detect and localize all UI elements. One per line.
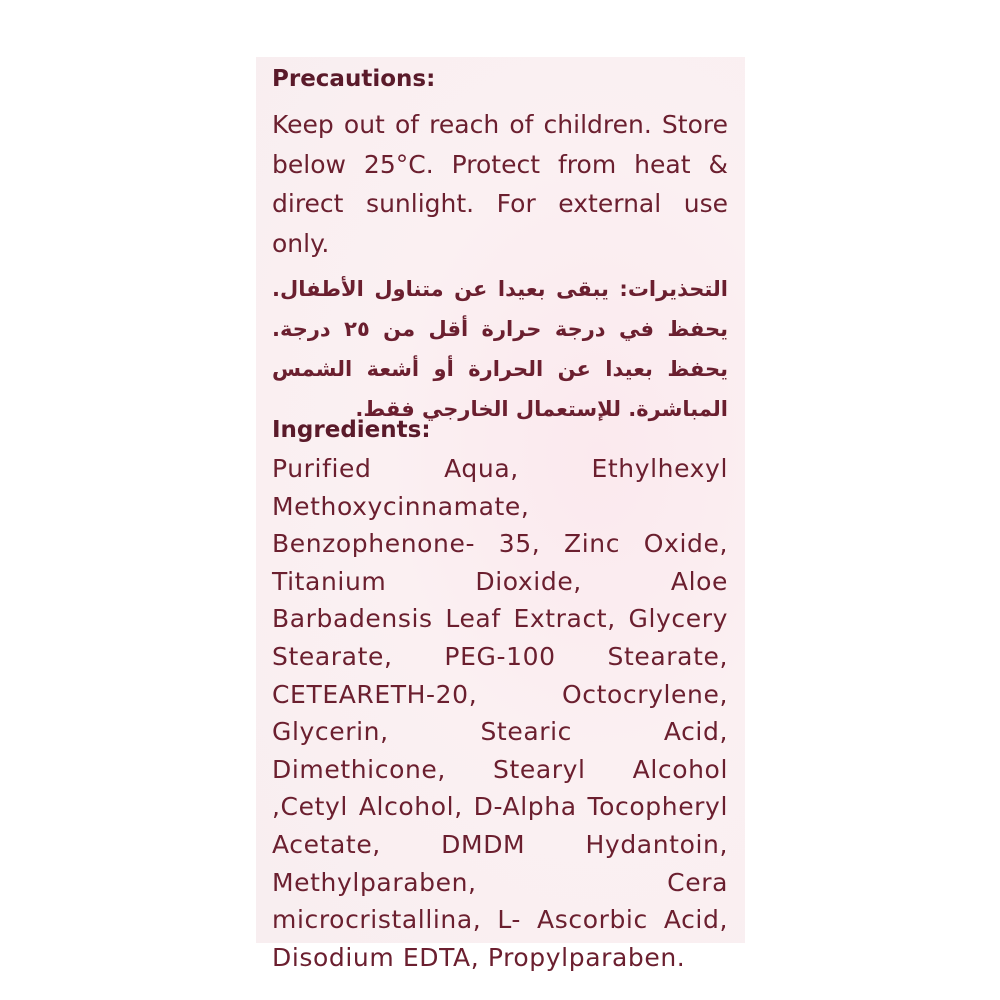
ingredients-list: Purified Aqua, Ethylhexyl Methoxycinnamate, Benzophenone- 35, Zinc Oxide, Titanium Dioxide, Aloe Barbadensis Leaf Extract, Glycery Stearate, PEG-100 Stearate, CETEARETH-20, Octocrylene, Glycerin, Stearic Acid, Dimethicone, Stearyl Alcohol ,Cetyl Alcohol, D-Alpha Tocopheryl Acetate, DMDM Hydantoin, Methylparaben, Cera microcristallina, L- Ascorbic Acid, Disodium EDTA, Propylparaben.: [272, 454, 728, 972]
precautions-text-arabic: التحذيرات: يبقى بعيدا عن متناول الأطفال. يحفظ في درجة حرارة أقل من ٢٥ درجة. يحفظ بعيدا عن الحرارة أو أشعة الشمس المباشرة. للإستعمال الخارجي فقط.: [272, 277, 728, 421]
precautions-heading: Precautions:: [272, 66, 436, 92]
precautions-text-english: Keep out of reach of children. Store below 25°C. Protect from heat & direct sunlight. For external use only.: [272, 110, 728, 258]
ingredients-heading: Ingredients:: [272, 417, 431, 443]
product-label-panel: [256, 57, 745, 972]
